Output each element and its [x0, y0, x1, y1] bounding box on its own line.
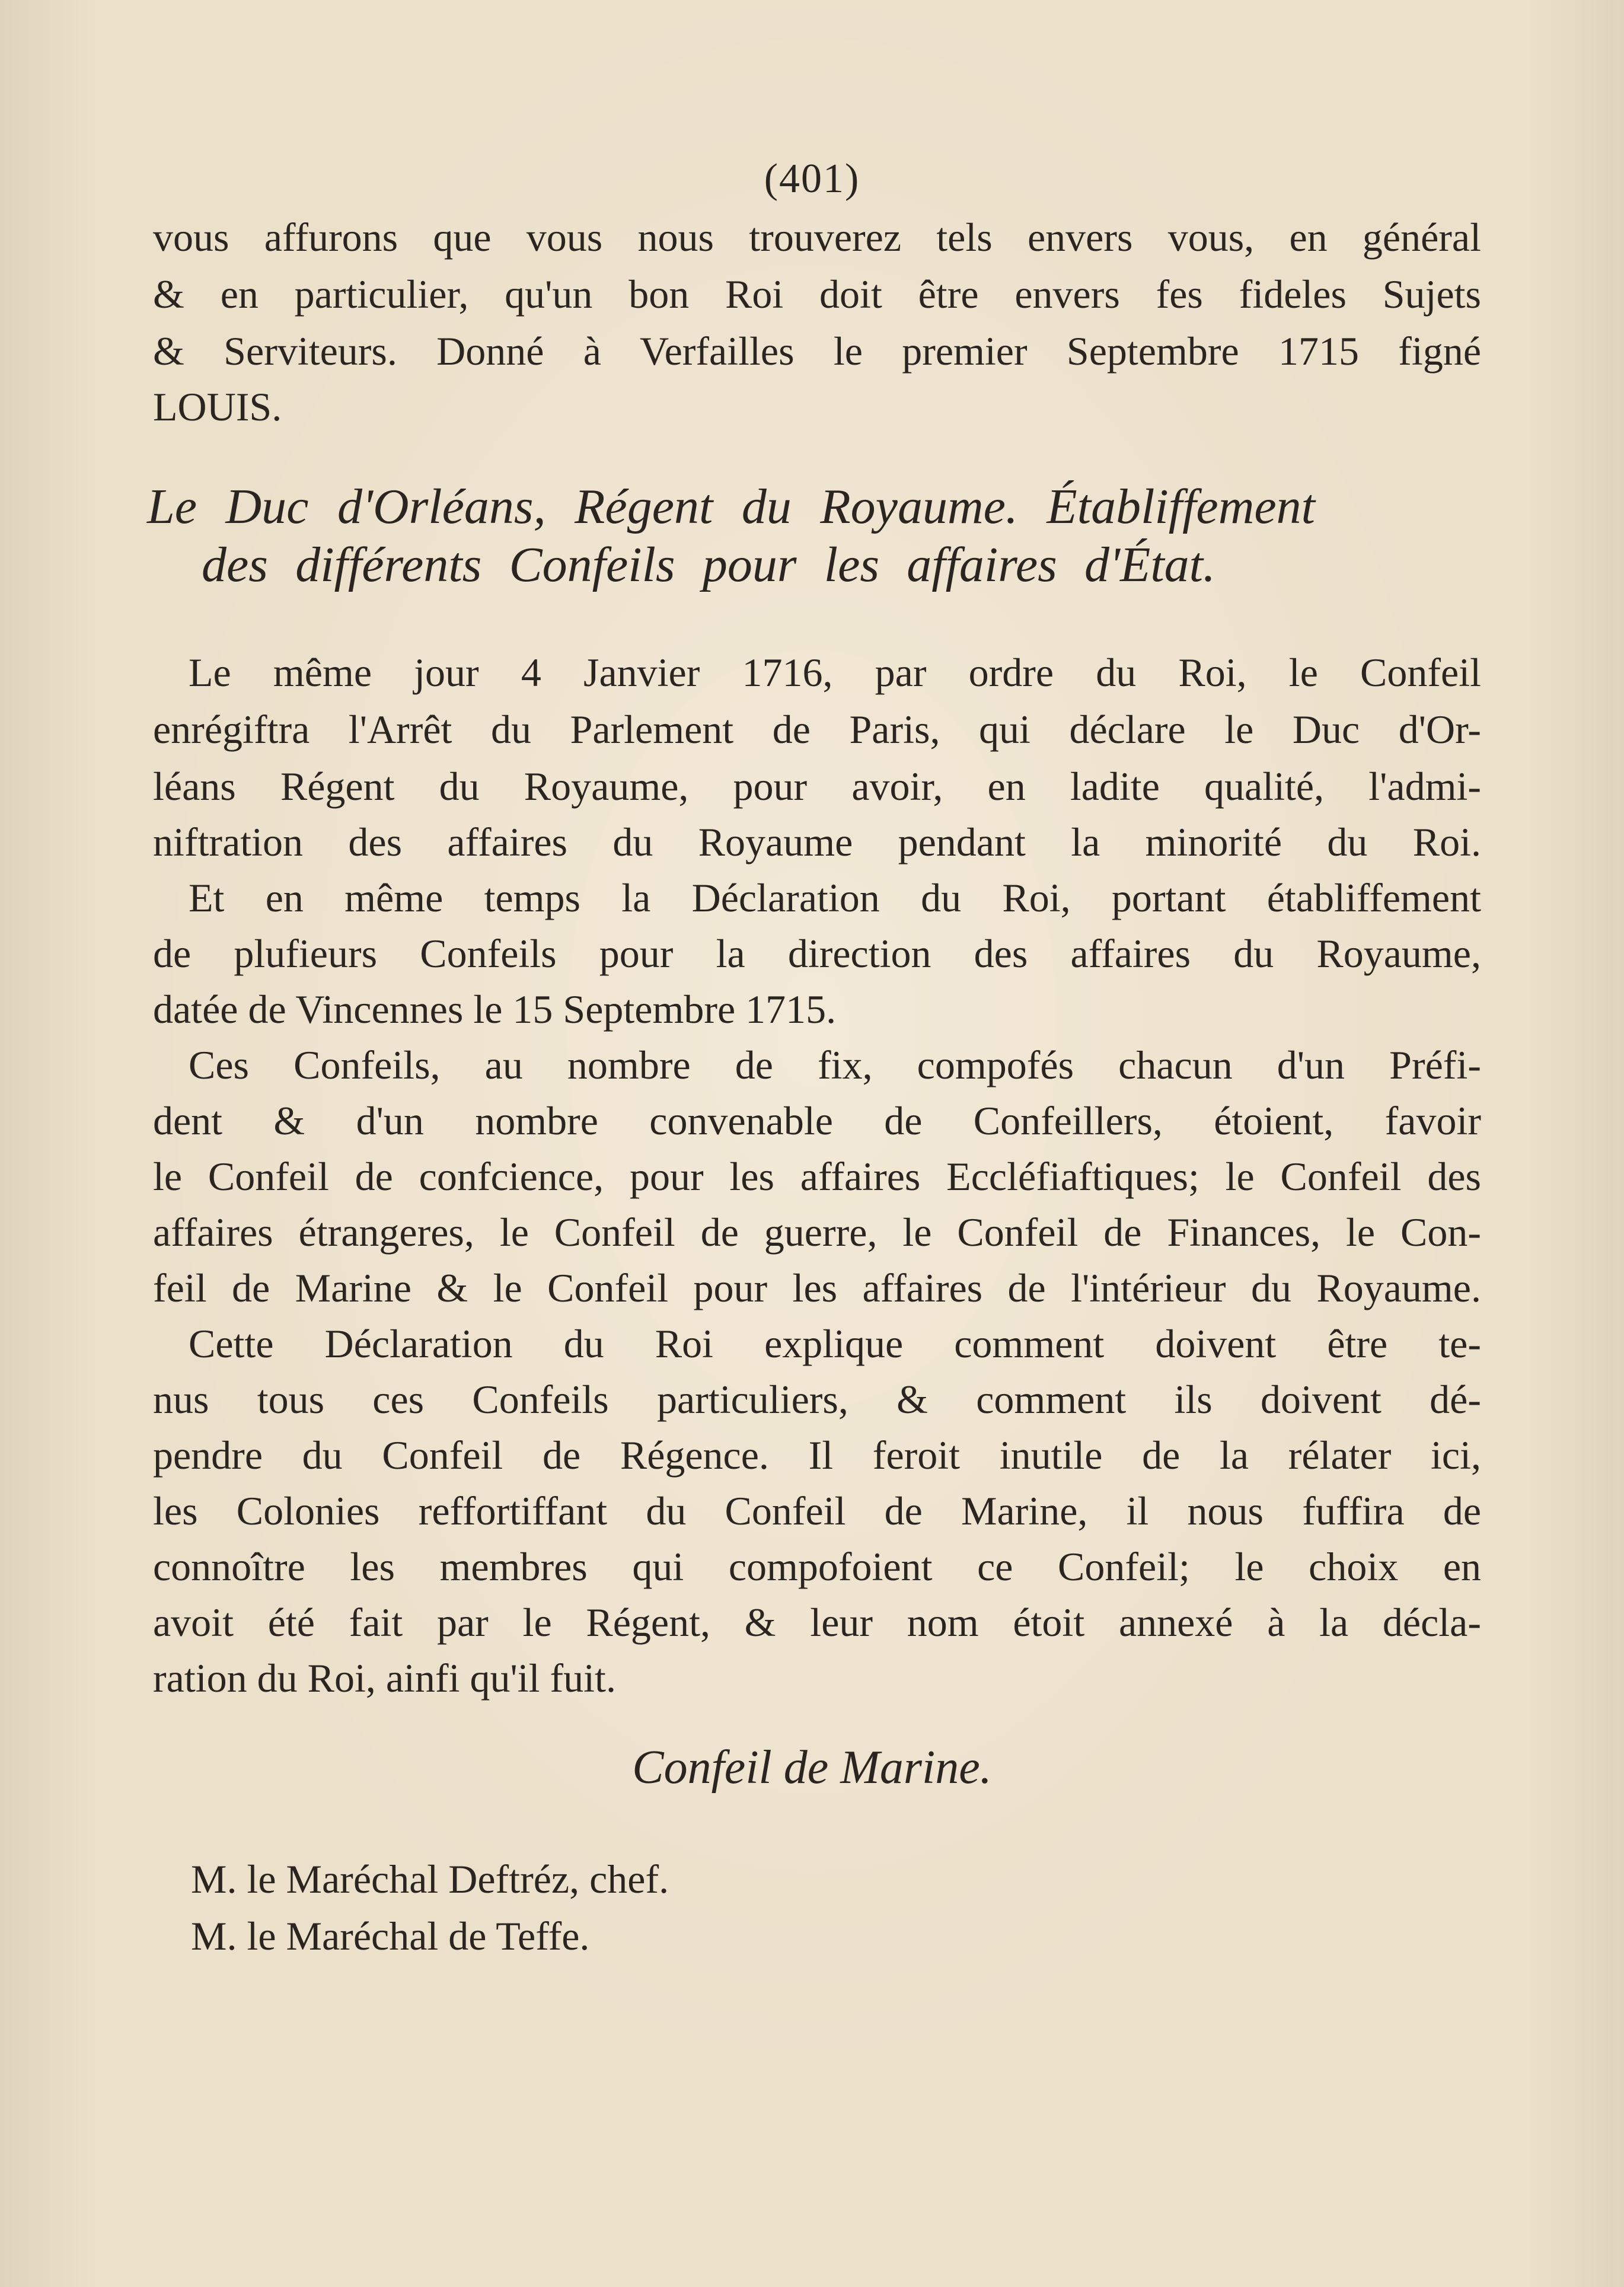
- body-line-13: Cette Déclaration du Roi explique comment doivent être te-: [189, 1321, 1481, 1366]
- section-heading-line-2: des différents Confeils pour les affaires d'État.: [202, 537, 1215, 592]
- body-line-15: pendre du Confeil de Régence. Il feroit inutile de la rélater ici,: [153, 1433, 1481, 1478]
- body-line-5: Et en même temps la Déclaration du Roi, portant établiffement: [189, 875, 1481, 920]
- body-line-2: enrégiftra l'Arrêt du Parlement de Paris, qui déclare le Duc d'Or-: [153, 707, 1481, 752]
- body-line-7: datée de Vincennes le 15 Septembre 1715.: [153, 987, 837, 1032]
- page-number: (401): [764, 156, 860, 202]
- member-line-1: M. le Maréchal Deftréz, chef.: [191, 1857, 669, 1902]
- body-line-11: affaires étrangeres, le Confeil de guerre, le Confeil de Finances, le Con-: [153, 1210, 1481, 1255]
- body-line-14: nus tous ces Confeils particuliers, & comment ils doivent dé-: [153, 1377, 1481, 1422]
- intro-line-2: & en particulier, qu'un bon Roi doit être envers fes fideles Sujets: [153, 272, 1481, 317]
- body-line-12: feil de Marine & le Confeil pour les affaires de l'intérieur du Royaume.: [153, 1265, 1481, 1310]
- body-line-8: Ces Confeils, au nombre de fix, compofés chacun d'un Préfi-: [189, 1042, 1481, 1087]
- body-line-4: niftration des affaires du Royaume pendant la minorité du Roi.: [153, 819, 1481, 865]
- intro-line-1: vous affurons que vous nous trouverez tels envers vous, en général: [153, 215, 1481, 260]
- section-heading-line-1: Le Duc d'Orléans, Régent du Royaume. Établiffement: [147, 479, 1315, 534]
- body-line-17: connoître les membres qui compofoient ce Confeil; le choix en: [153, 1544, 1481, 1589]
- body-line-18: avoit été fait par le Régent, & leur nom étoit annexé à la décla-: [153, 1600, 1481, 1645]
- body-line-19: ration du Roi, ainfi qu'il fuit.: [153, 1656, 616, 1701]
- body-line-9: dent & d'un nombre convenable de Confeillers, étoient, favoir: [153, 1098, 1481, 1143]
- body-line-10: le Confeil de confcience, pour les affaires Eccléfiaftiques; le Confeil des: [153, 1154, 1481, 1199]
- body-line-16: les Colonies reffortiffant du Confeil de Marine, il nous fuffira de: [153, 1488, 1481, 1533]
- member-line-2: M. le Maréchal de Teffe.: [191, 1913, 590, 1959]
- intro-line-4: LOUIS.: [153, 384, 282, 429]
- intro-line-3: & Serviteurs. Donné à Verfailles le premier Septembre 1715 figné: [153, 328, 1481, 374]
- body-line-1: Le même jour 4 Janvier 1716, par ordre du Roi, le Confeil: [189, 650, 1481, 695]
- body-line-3: léans Régent du Royaume, pour avoir, en ladite qualité, l'admi-: [153, 764, 1481, 809]
- section-title: Confeil de Marine.: [632, 1741, 992, 1794]
- body-line-6: de plufieurs Confeils pour la direction des affaires du Royaume,: [153, 931, 1481, 976]
